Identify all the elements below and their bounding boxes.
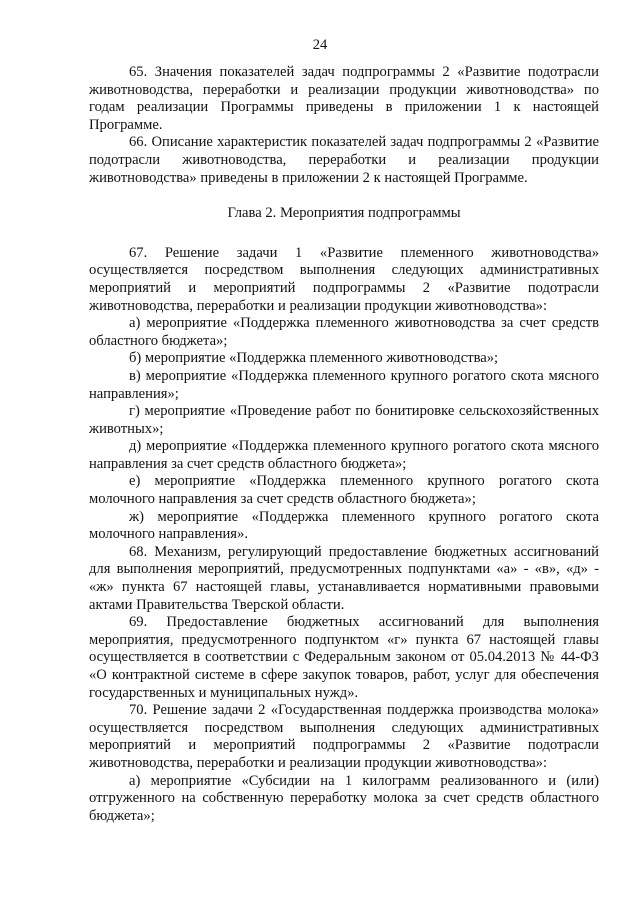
list-item-e: е) мероприятие «Поддержка племенного крупного рогатого скота молочного направления за счет средств областного бюджета»; [89,473,599,508]
paragraph-68: 68. Механизм, регулирующий предоставление бюджетных ассигнований для выполнения мероприятий, предусмотренных подпунктами «а» - «в», «д» - «ж» пункта 67 настоящей главы, устанавливается нормативными правовыми актами Правительства Тверской области. [89,543,599,613]
list-item-b: б) мероприятие «Поддержка племенного животноводства»; [129,350,499,367]
paragraph-66: 66. Описание характеристик показателей задач подпрограммы 2 «Развитие подотрасли животноводства, переработки и реализации продукции животноводства» приведены в приложении 2 к настоящей Программе. [89,134,599,186]
list-item-v: в) мероприятие «Поддержка племенного крупного рогатого скота мясного направления»; [89,367,599,402]
paragraph-65: 65. Значения показателей задач подпрограммы 2 «Развитие подотрасли животноводства, переработки и реализации продукции животноводства» по годам реализации Программы приведены в приложении 1 к настоящей Программе. [89,64,599,133]
list-item-a: а) мероприятие «Поддержка племенного животноводства за счет средств областного бюджета»; [89,315,599,349]
list-item-g: г) мероприятие «Проведение работ по бонитировке сельскохозяйственных животных»; [89,403,599,437]
page-number: 24 [312,37,328,53]
list-item-a-2: а) мероприятие «Субсидии на 1 килограмм реализованного и (или) отгруженного на собственную переработку молока за счет средств областного бюджета»; [89,772,599,824]
list-item-d: д) мероприятие «Поддержка племенного крупного рогатого скота мясного направления за счет средств областного бюджета»; [89,438,599,472]
list-item-zh: ж) мероприятие «Поддержка племенного крупного рогатого скота молочного направления». [89,508,599,543]
paragraph-67: 67. Решение задачи 1 «Развитие племенного животноводства» осуществляется посредством выполнения следующих административных мероприятий и мероприятий подпрограммы 2 «Развитие подотрасли животноводства, переработки и реализации продукции животноводства»: [89,244,599,314]
chapter-heading: Глава 2. Мероприятия подпрограммы [227,205,461,222]
document-body [89,64,599,825]
paragraph-70: 70. Решение задачи 2 «Государственная поддержка производства молока» осуществляется посредством выполнения следующих административных мероприятий и мероприятий подпрограммы 2 «Развитие подотрасли животноводства, переработки и реализации продукции животноводства»: [89,702,599,771]
paragraph-69: 69. Предоставление бюджетных ассигнований для выполнения мероприятия, предусмотренного подпунктом «г» пункта 67 настоящей главы осуществляется в соответствии с Федеральным законом от 05.04.2013 № 44-ФЗ «О контрактной системе в сфере закупок товаров, работ, услуг для обеспечения государственных и муниципальных нужд». [89,614,599,701]
